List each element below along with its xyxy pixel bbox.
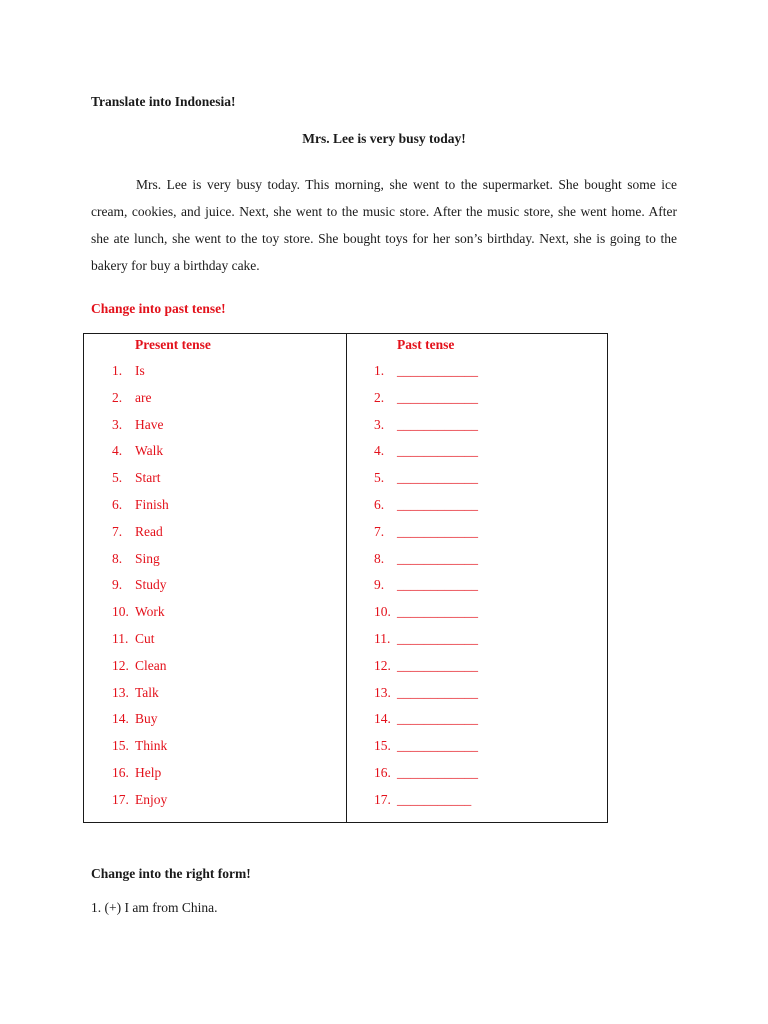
present-tense-word: Talk (135, 684, 159, 700)
row-number: 4. (374, 443, 385, 459)
row-number: 16. (374, 764, 391, 780)
table-row[interactable] (374, 546, 478, 573)
past-tense-blank[interactable]: ____________ (397, 657, 478, 673)
past-tense-blank[interactable]: ____________ (397, 496, 478, 512)
row-number: 4. (112, 443, 123, 459)
table-row (112, 412, 169, 439)
row-number: 3. (374, 416, 385, 432)
row-number: 8. (374, 550, 385, 566)
past-tense-blank[interactable]: ____________ (397, 470, 478, 486)
present-tense-list (112, 358, 169, 814)
present-tense-word: Cut (135, 630, 155, 646)
row-number: 11. (374, 630, 391, 646)
present-tense-word: Buy (135, 711, 158, 727)
table-row[interactable] (374, 492, 478, 519)
past-tense-blank[interactable]: ____________ (397, 363, 478, 378)
past-tense-blank[interactable]: ____________ (397, 443, 478, 459)
table-row (112, 572, 169, 599)
table-row (112, 438, 169, 465)
table-row[interactable] (374, 572, 478, 599)
table-row (112, 653, 169, 680)
table-row[interactable] (374, 706, 478, 733)
row-number: 14. (374, 711, 391, 727)
table-row[interactable] (374, 519, 478, 546)
past-tense-list (374, 358, 478, 814)
row-number: 12. (112, 657, 129, 673)
table-row[interactable] (374, 438, 478, 465)
table-row[interactable] (374, 599, 478, 626)
row-number: 8. (112, 550, 123, 566)
row-number: 5. (374, 470, 385, 486)
table-row[interactable] (374, 733, 478, 760)
table-row (112, 760, 169, 787)
past-tense-blank[interactable]: ____________ (397, 630, 478, 646)
present-tense-word: Clean (135, 657, 167, 673)
table-row[interactable] (374, 358, 478, 385)
row-number: 12. (374, 657, 391, 673)
present-tense-word: Read (135, 523, 163, 539)
table-row[interactable] (374, 465, 478, 492)
row-number: 17. (374, 791, 391, 807)
row-number: 6. (374, 496, 385, 512)
table-row[interactable] (374, 385, 478, 412)
row-number: 7. (374, 523, 385, 539)
story-paragraph: Mrs. Lee is very busy today. This morning, she went to the supermarket. She bought some ice cream, cookies, and juice. Next, she went to the music store. After the music store, she went home. After she ate lunch, she went to the toy store. She bought toys for her son’s birthday. Next, she is going to the bakery for buy a birthday cake. (91, 177, 677, 273)
row-number: 15. (112, 738, 129, 754)
row-number: 7. (112, 523, 123, 539)
present-tense-word: Have (135, 416, 164, 432)
table-row (112, 358, 169, 385)
row-number: 2. (112, 389, 123, 405)
table-row (112, 599, 169, 626)
table-row[interactable] (374, 760, 478, 787)
present-tense-word: Finish (135, 496, 169, 512)
past-tense-blank[interactable]: ____________ (397, 711, 478, 727)
table-row (112, 626, 169, 653)
row-number: 9. (112, 577, 123, 593)
present-tense-header: Present tense (135, 337, 211, 352)
row-number: 14. (112, 711, 129, 727)
table-row (112, 680, 169, 707)
present-tense-word: Enjoy (135, 791, 168, 807)
table-row (112, 519, 169, 546)
table-row[interactable] (374, 626, 478, 653)
past-tense-blank[interactable]: ____________ (397, 550, 478, 566)
row-number: 6. (112, 496, 123, 512)
table-row (112, 787, 169, 814)
table-row (112, 706, 169, 733)
row-number: 10. (374, 604, 391, 620)
present-tense-word: Sing (135, 550, 160, 566)
past-tense-blank[interactable]: ____________ (397, 764, 478, 780)
present-tense-word: Help (135, 764, 162, 780)
past-tense-blank[interactable]: ____________ (397, 604, 478, 620)
instruction-past-tense: Change into past tense! (91, 301, 226, 316)
row-number: 1. (112, 363, 123, 378)
past-tense-blank[interactable]: ____________ (397, 684, 478, 700)
table-divider (346, 334, 347, 822)
present-tense-word: are (135, 389, 152, 405)
table-row[interactable] (374, 653, 478, 680)
story-title: Mrs. Lee is very busy today! (302, 131, 466, 146)
table-row (112, 733, 169, 760)
past-tense-blank[interactable]: ____________ (397, 416, 478, 432)
present-tense-word: Study (135, 577, 167, 593)
row-number: 17. (112, 791, 129, 807)
table-row[interactable] (374, 787, 478, 814)
past-tense-blank[interactable]: ____________ (397, 577, 478, 593)
present-tense-word: Walk (135, 443, 164, 459)
tense-table (83, 333, 608, 823)
row-number: 2. (374, 389, 385, 405)
table-row (112, 465, 169, 492)
row-number: 13. (112, 684, 129, 700)
table-row (112, 546, 169, 573)
past-tense-header: Past tense (397, 337, 455, 352)
table-row[interactable] (374, 680, 478, 707)
row-number: 15. (374, 738, 391, 754)
past-tense-blank[interactable]: ____________ (397, 523, 478, 539)
past-tense-blank[interactable]: ____________ (397, 738, 478, 754)
row-number: 13. (374, 684, 391, 700)
row-number: 1. (374, 363, 385, 378)
row-number: 5. (112, 470, 123, 486)
table-row[interactable] (374, 412, 478, 439)
present-tense-word: Work (135, 604, 165, 620)
present-tense-word: Start (135, 470, 161, 486)
present-tense-word: Think (135, 738, 168, 754)
present-tense-word: Is (135, 363, 145, 378)
row-number: 11. (112, 630, 129, 646)
row-number: 10. (112, 604, 129, 620)
row-number: 16. (112, 764, 129, 780)
row-number: 9. (374, 577, 385, 593)
exercise-item-1: 1. (+) I am from China. (91, 900, 218, 915)
instruction-translate: Translate into Indonesia! (91, 94, 236, 109)
instruction-right-form: Change into the right form! (91, 866, 251, 881)
past-tense-blank[interactable]: ___________ (397, 791, 472, 807)
table-row (112, 492, 169, 519)
table-row (112, 385, 169, 412)
row-number: 3. (112, 416, 123, 432)
past-tense-blank[interactable]: ____________ (397, 389, 478, 405)
